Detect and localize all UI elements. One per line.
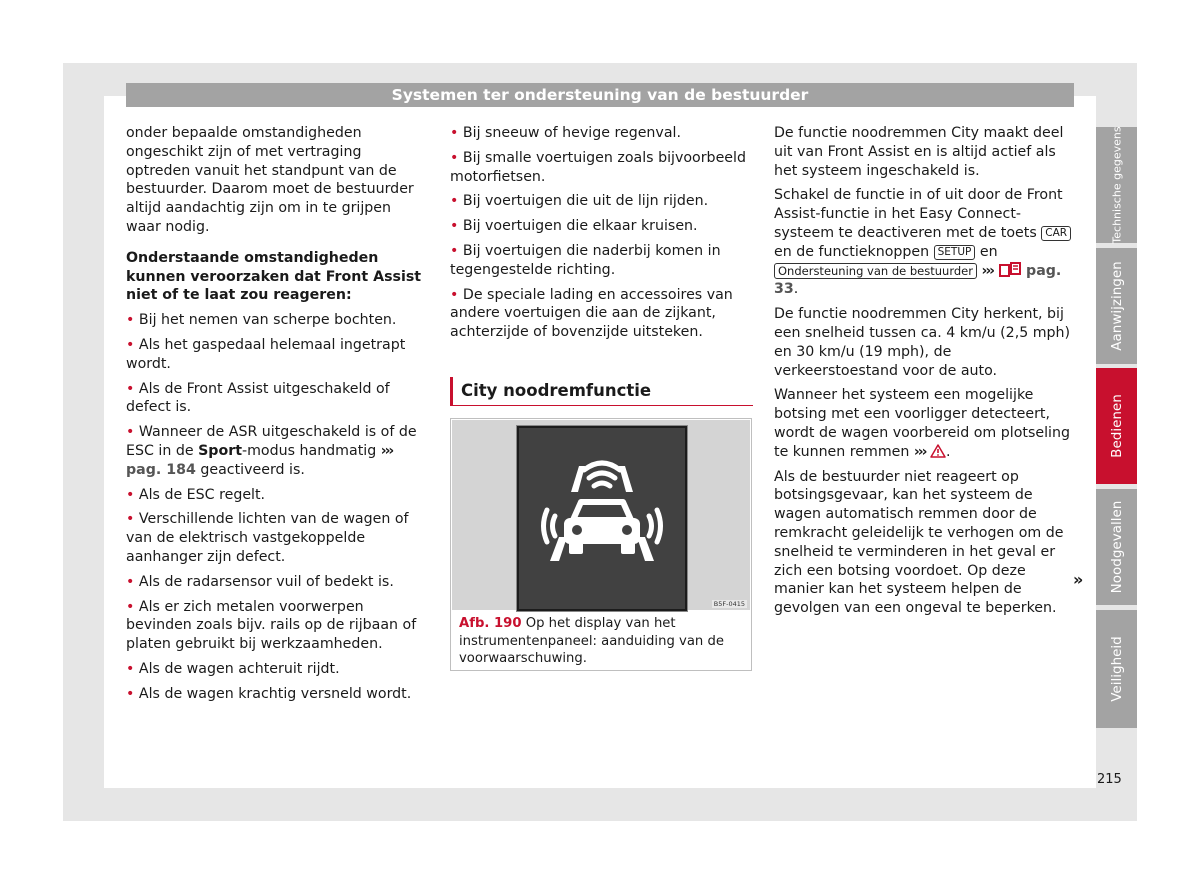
list-item: • Als de Front Assist uitgeschakeld of defect is. bbox=[126, 380, 390, 416]
bullet-icon: • bbox=[126, 573, 135, 590]
intro-paragraph: onder bepaalde omstandigheden ongeschikt zijn of met vertraging optreden vanuit het standpunt van de bestuurder. Daarom moet de bestuurder altijd aandachtig zijn om in te grijpen waar nodig. bbox=[126, 125, 414, 235]
figure-image bbox=[452, 420, 750, 610]
tab-aanwijzingen[interactable]: Aanwijzingen bbox=[1096, 248, 1137, 364]
list-item: • Verschillende lichten van de wagen of van de elektrisch vastgekoppelde aanhanger zijn defect. bbox=[126, 511, 409, 565]
bullet-icon: • bbox=[126, 312, 135, 329]
paragraph-warning: Wanneer het systeem een mogelijke botsing met een voorligger detecteert, wordt de wagen voorbereid om plotseling te kunnen remmen ››› . bbox=[774, 387, 1070, 460]
tab-veiligheid[interactable]: Veiligheid bbox=[1096, 610, 1137, 728]
list-item: • De speciale lading en accessoires van andere voertuigen die aan de zijkant, achterzijde of bovenzijde uitsteken. bbox=[450, 286, 733, 341]
column-1 bbox=[126, 124, 426, 710]
bullet-icon: • bbox=[126, 424, 135, 441]
conditions-heading: Onderstaande omstandigheden kunnen veroorzaken dat Front Assist niet of te laat zou reageren: bbox=[126, 249, 422, 304]
reference-arrows: ››› bbox=[981, 262, 994, 279]
bullet-icon: • bbox=[450, 242, 459, 259]
setup-key: SETUP bbox=[934, 245, 976, 260]
figure-code: B5F-0415 bbox=[713, 600, 745, 608]
paragraph: De functie noodremmen City maakt deel uit van Front Assist en is altijd actief als het systeem ingeschakeld is. bbox=[774, 125, 1064, 179]
column-3 bbox=[774, 124, 1074, 624]
bullet-icon: • bbox=[126, 685, 135, 702]
page-reference-link[interactable]: pag. 33 bbox=[774, 262, 1062, 298]
paragraph: De functie noodremmen City herkent, bij een snelheid tussen ca. 4 km/u (2,5 mph) en 30 km/u (19 mph), de verkeerstoestand voor de auto. bbox=[774, 306, 1071, 379]
list-item: • Als er zich metalen voorwerpen bevinden zoals bijv. rails op de rijbaan of platen gebruikt bij werkzaamheden. bbox=[126, 598, 417, 653]
column-2 bbox=[450, 124, 750, 348]
bullet-icon: • bbox=[450, 149, 459, 166]
reference-arrows: ››› bbox=[380, 442, 393, 459]
chapter-header: Systemen ter ondersteuning van de bestuurder bbox=[126, 83, 1074, 107]
list-item: • Bij sneeuw of hevige regenval. bbox=[450, 125, 681, 141]
list-item: • Bij smalle voertuigen zoals bijvoorbeeld motorfietsen. bbox=[450, 149, 746, 185]
car-key: CAR bbox=[1041, 226, 1071, 241]
bullet-icon: • bbox=[450, 193, 459, 210]
bullet-icon: • bbox=[126, 660, 135, 677]
list-item: • Als de wagen achteruit rijdt. bbox=[126, 660, 340, 677]
section-heading bbox=[450, 377, 753, 406]
figure-caption: Afb. 190 Op het display van het instrumentenpaneel: aanduiding van de voorwaarschuwing. bbox=[459, 616, 724, 666]
continue-mark: » bbox=[1073, 570, 1084, 589]
bullet-icon: • bbox=[450, 218, 459, 235]
list-item: • Als de wagen krachtig versneld wordt. bbox=[126, 685, 412, 702]
front-assist-warning-icon bbox=[519, 428, 685, 609]
figure-label: Afb. 190 bbox=[459, 616, 522, 631]
bullet-icon: • bbox=[126, 511, 135, 528]
page-number: 215 bbox=[1097, 772, 1122, 787]
reference-arrows: ››› bbox=[913, 443, 926, 460]
page-reference-link[interactable]: pag. 184 bbox=[126, 461, 196, 478]
bullet-icon: • bbox=[450, 286, 459, 303]
tab-bedienen[interactable]: Bedienen bbox=[1096, 368, 1137, 484]
bullet-icon: • bbox=[126, 486, 135, 503]
instrument-display bbox=[516, 425, 688, 612]
bullet-icon: • bbox=[126, 598, 135, 615]
warning-triangle-icon[interactable] bbox=[930, 444, 946, 458]
list-item: • Bij het nemen van scherpe bochten. bbox=[126, 312, 397, 329]
list-item: • Als de ESC regelt. bbox=[126, 486, 266, 503]
list-item-asr: • Wanneer de ASR uitgeschakeld is of de ESC in de Sport-modus handmatig ››› pag. 184 geactiveerd is. bbox=[126, 424, 417, 478]
tab-noodgevallen[interactable]: Noodgevallen bbox=[1096, 489, 1137, 605]
figure-190 bbox=[450, 418, 752, 671]
bullet-icon: • bbox=[126, 380, 135, 397]
bullet-icon: • bbox=[126, 336, 135, 353]
list-item: • Bij voertuigen die elkaar kruisen. bbox=[450, 218, 698, 235]
paragraph-setup: Schakel de functie in of uit door de Front Assist-functie in het Easy Connect-systeem te deactiveren met de toets CAR en de functieknoppen SETUP en Ondersteuning van de bestuurder ››› pag. 33. bbox=[774, 186, 1074, 299]
list-item: • Als het gaspedaal helemaal ingetrapt wordt. bbox=[126, 336, 406, 372]
book-reference-icon bbox=[998, 262, 1022, 278]
paragraph: Als de bestuurder niet reageert op botsingsgevaar, kan het systeem de wagen automatisch remmen door de remkracht geleidelijk te verhogen om de snelheid te verminderen in het geval er zich een botsing voordoet. Op deze manier kan het systeem helpen de gevolgen van een ongeval te beperken. bbox=[774, 468, 1064, 617]
menu-path: Ondersteuning van de bestuurder bbox=[774, 263, 977, 279]
section-title-text: City noodremfunctie bbox=[461, 381, 652, 400]
list-item: • Bij voertuigen die naderbij komen in tegengestelde richting. bbox=[450, 242, 721, 278]
bullet-icon: • bbox=[450, 125, 459, 141]
list-item: • Als de radarsensor vuil of bedekt is. bbox=[126, 573, 394, 590]
tab-technische-gegevens[interactable]: Technische gegevens bbox=[1096, 127, 1137, 243]
list-item: • Bij voertuigen die uit de lijn rijden. bbox=[450, 193, 709, 210]
